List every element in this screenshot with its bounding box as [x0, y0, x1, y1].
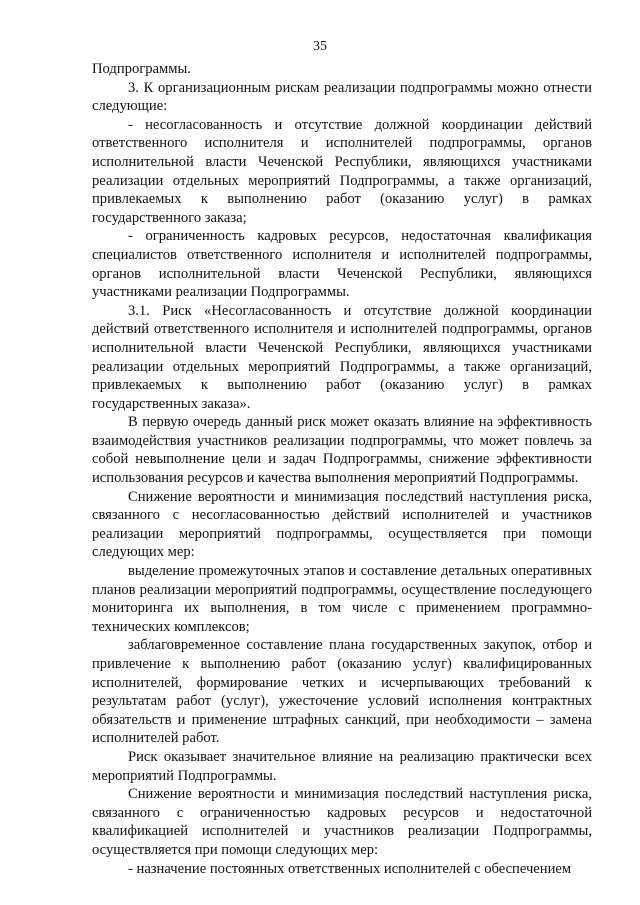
page-number: 35: [313, 39, 327, 54]
paragraph: выделение промежуточных этапов и составление детальных оперативных планов реализации мероприятий подпрограммы, осуществление последующего мониторинга их выполнения, в том числе с применением программно-технических комплексов;: [92, 563, 592, 635]
paragraph: Снижение вероятности и минимизация последствий наступления риска, связанного с ограниченностью кадровых ресурсов и недостаточной квалификацией исполнителей и участников реализации Подпрограммы, осуществляется при помощи следующих мер:: [92, 786, 592, 858]
paragraph: - ограниченность кадровых ресурсов, недостаточная квалификация специалистов ответственного исполнителя и исполнителей подпрограммы, органов исполнительной власти Чеченской Республики, являющихся участниками реализации Подпрограммы.: [92, 228, 592, 301]
paragraph: В первую очередь данный риск может оказать влияние на эффективность взаимодействия участников реализации подпрограммы, что может повлечь за собой невыполнение цели и задач Подпрограммы, снижение эффективности использования ресурсов и качества выполнения мероприятий Подпрограммы.: [92, 414, 592, 487]
paragraph: Снижение вероятности и минимизация последствий наступления риска, связанного с несогласованностью действий исполнителей и участников реализации мероприятий подпрограммы, осуществляется при помощи следующих мер:: [92, 488, 592, 561]
paragraph: заблаговременное составление плана государственных закупок, отбор и привлечение к выполнению работ (оказанию услуг) квалифицированных исполнителей, формирование четких и исчерпывающих требований к результатам работ (услуг), ужесточение условий исполнения контрактных обязательств и применение штрафных санкций, при необходимости – замена исполнителей работ.: [92, 637, 592, 747]
paragraph: - назначение постоянных ответственных исполнителей с обеспечением: [128, 860, 572, 877]
paragraph: Подпрограммы.: [92, 61, 191, 77]
paragraph: 3. К организационным рискам реализации подпрограммы можно отнести следующие:: [92, 79, 592, 115]
paragraph: Риск оказывает значительное влияние на реализацию практически всех мероприятий Подпрограммы.: [92, 748, 592, 784]
body-text: [92, 60, 592, 878]
paragraph: 3.1. Риск «Несогласованность и отсутствие должной координации действий ответственного исполнителя и исполнителей подпрограммы, органов исполнительной власти Чеченской Республики, являющихся участниками реализации отдельных мероприятий Подпрограммы, а также организаций, привлекаемых к выполнению работ (оказанию услуг) в рамках государственных заказа».: [92, 302, 592, 412]
paragraph: - несогласованность и отсутствие должной координации действий ответственного исполнителя и исполнителей подпрограммы, органов исполнительной власти Чеченской Республики, являющихся участниками реализации отдельных мероприятий Подпрограммы, а также организаций, привлекаемых к выполнению работ (оказанию услуг) в рамках государственного заказа;: [92, 116, 592, 226]
